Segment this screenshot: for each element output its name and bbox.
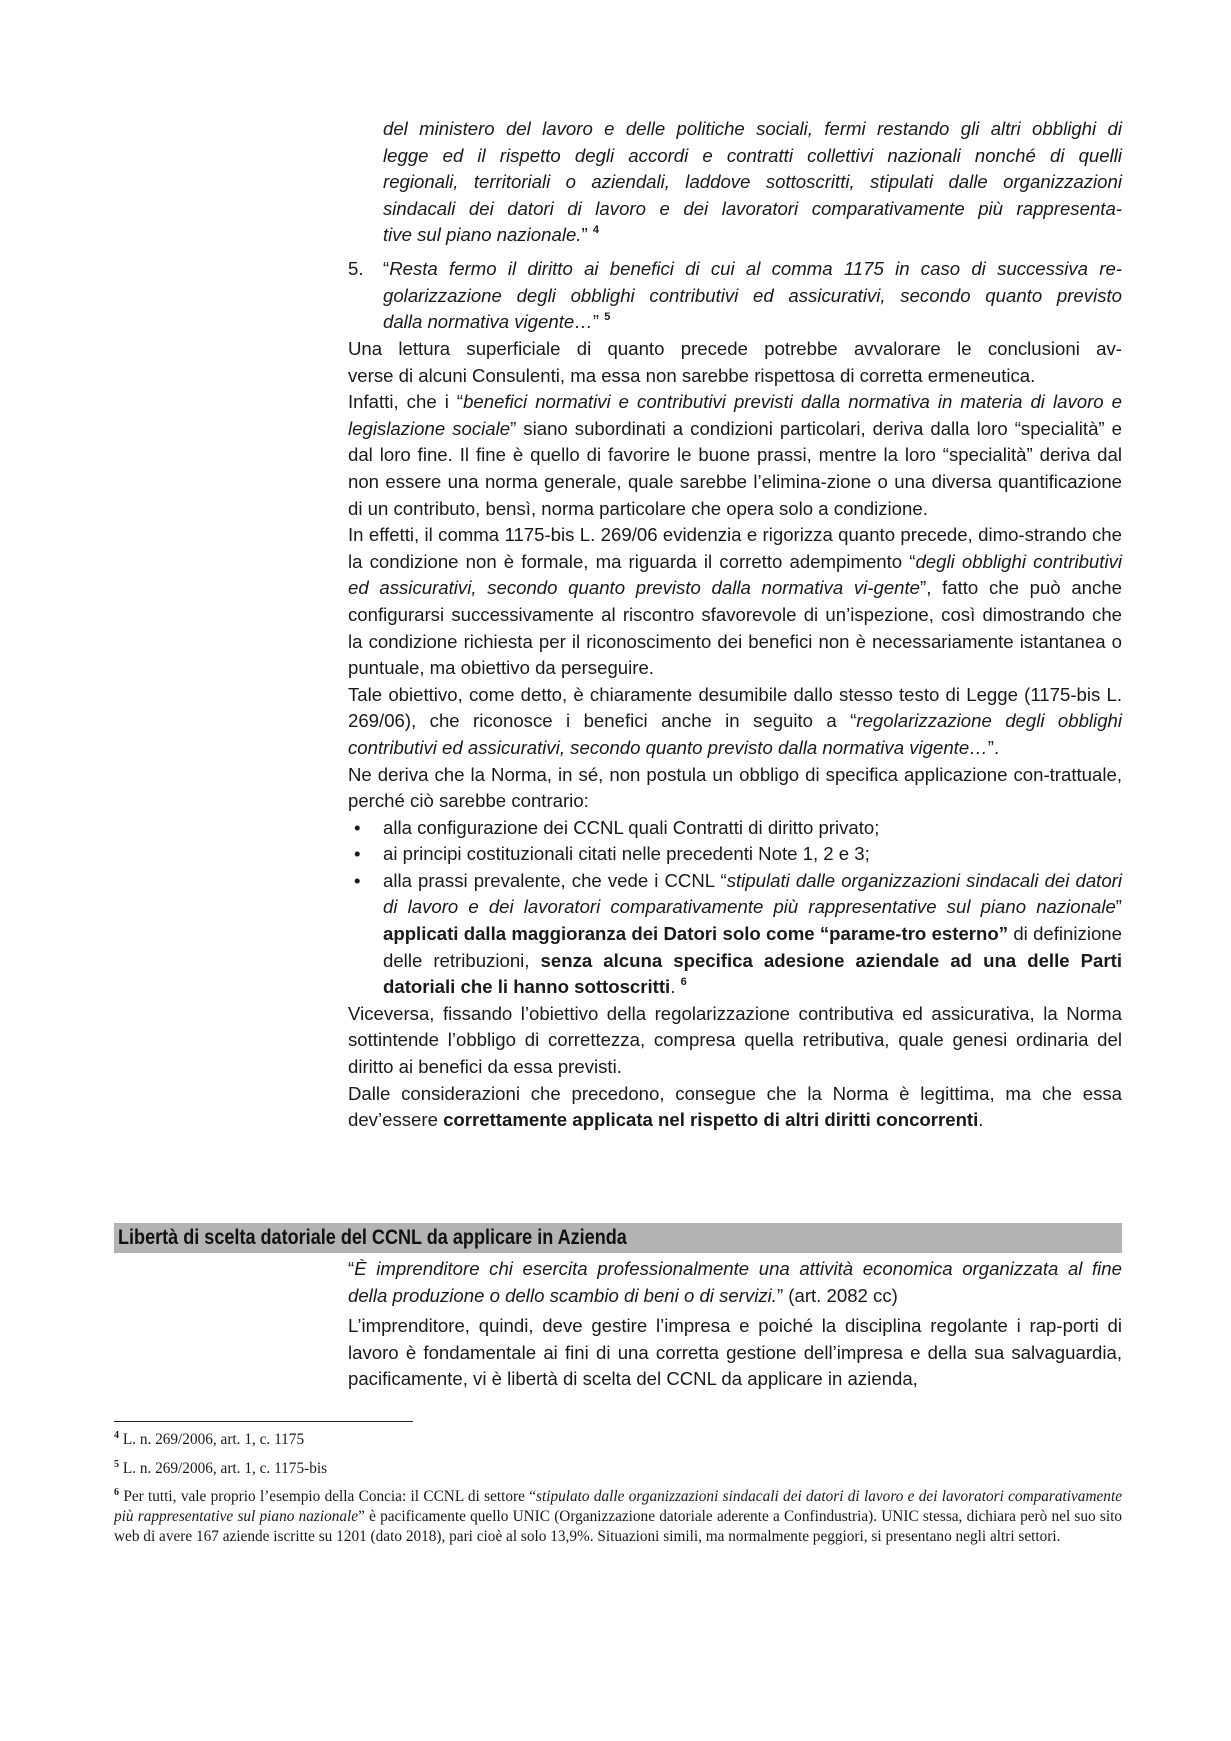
paragraph: In effetti, il comma 1175-bis L. 269/06 evidenzia e rigorizza quanto precede, dimo-strando che la condizione non è formale, ma riguarda il corretto adempimento “degli obblighi contributivi ed assicurativi, secondo quanto previsto dalla normativa vi-gente”, fatto che può anche configurarsi successivamente al riscontro sfavorevole di un’ispezione, così dimostrando che la condizione richiesta per il riconoscimento dei benefici non è necessariamente istantanea o puntuale, ma obiettivo da perseguire. [348, 524, 1122, 679]
section-body-text [348, 1256, 1122, 1393]
paragraph: “È imprenditore chi esercita professionalmente una attività economica organizzata al fine della produzione o dello scambio di beni o di servizi.” (art. 2082 cc) [348, 1258, 1122, 1306]
quote-continuation [383, 116, 1122, 249]
bullet-icon: • [354, 816, 361, 838]
footnote-ref-4[interactable]: 4 [592, 224, 599, 237]
bullet-list [348, 815, 1122, 1001]
paragraph: Viceversa, fissando l’obiettivo della regolarizzazione contributiva ed assicurativa, la Norma sottintende l’obbligo di correttezza, compresa quella retributiva, quale genesi ordinaria del diritto ai benefici da essa previsti. [348, 1002, 1122, 1078]
bullet-icon: • [354, 843, 361, 865]
quote-line: legge ed il rispetto degli accordi e contratti collettivi nazionali nonché di quelli [383, 144, 1122, 166]
paragraph: Dalle considerazioni che precedono, consegue che la Norma è legittima, ma che essa dev’essere correttamente applicata nel rispetto di altri diritti concorrenti. [348, 1082, 1122, 1131]
quote-line: tive sul piano nazionale. [383, 224, 582, 246]
footnote-5: $^5$ L. n. 269/2006, art. 1, c. 1175-bis [114, 1458, 328, 1477]
paragraph: Tale obiettivo, come detto, è chiaramente desumibile dallo stesso testo di Legge (1175-bis L. 269/06), che riconosce i benefici anche in seguito a “regolarizzazione degli obblighi contributivi ed assicurativi, secondo quanto previsto dalla normativa vigente…”. [348, 683, 1123, 758]
list-item: • alla configurazione dei CCNL quali Contratti di diritto privato; [348, 815, 1122, 842]
close-quote: ” [592, 311, 600, 333]
paragraph-line: verse di alcuni Consulenti, ma essa non sarebbe rispettosa di corretta ermeneutica. [348, 364, 1036, 386]
quote-line: Resta fermo il diritto ai benefici di cui al comma 1175 in caso di successiva re- [389, 258, 1122, 279]
open-quote: “ [383, 258, 390, 279]
item-number: 5. [348, 258, 364, 279]
paragraph-line: Una lettura superficiale di quanto precede potrebbe avvalorare le conclusioni av- [348, 338, 1122, 359]
footnote-6: $^6$ Per tutti, vale proprio l’esempio della Concia: il CCNL di settore “stipulato dalle organizzazioni sindacali dei datori di lavoro e dei lavoratori comparativamente più rappresentative sul piano nazionale” è pacificamente quello UNIC (Organizzazione datoriale aderente a Confindustria). UNIC stessa, dichiara però nel suo sito web di avere 167 aziende iscritte su 1201 (dato 2018), pari cioè al solo 13,9%. Situazioni simili, ma normalmente peggiori, si presentano negli altri settori. [114, 1487, 1122, 1545]
quote-line: sindacali dei datori di lavoro e dei lavoratori comparativamente più rappresenta- [383, 197, 1122, 219]
quote-line: golarizzazione degli obblighi contributivi ed assicurativi, secondo quanto previsto [383, 284, 1122, 306]
quote-line: dalla normativa vigente… [383, 311, 593, 333]
paragraph: Infatti, che i “benefici normativi e contributivi previsti dalla normativa in materia di lavoro e legislazione sociale” siano subordinati a condizioni particolari, deriva dalla loro “specialità” e dal loro fine. Il fine è quello di favorire le buone prassi, mentre la loro “specialità” deriva dal non essere una norma generale, quale sarebbe l’elimina-zione o una diversa quantificazione di un contributo, bensì, norma particolare che opera solo a condizione. [348, 391, 1122, 519]
quote-line: del ministero del lavoro e delle politiche sociali, fermi restando gli altri obblighi di [383, 118, 1122, 139]
list-item: • ai principi costituzionali citati nelle precedenti Note 1, 2 e 3; [348, 841, 1122, 868]
close-quote: ” [581, 224, 588, 246]
paragraph: Ne deriva che la Norma, in sé, non postula un obbligo di specifica applicazione con-trattuale, perché ciò sarebbe contrario: [348, 763, 1122, 812]
footnote-4: $^4$ L. n. 269/2006, art. 1, c. 1175 [114, 1430, 305, 1448]
paragraph: L’imprenditore, quindi, deve gestire l’impresa e poiché la disciplina regolante i rap-porti di lavoro è fondamentale ai fini di una corretta gestione dell’impresa e della sua salvaguardia, pacificamente, vi è libertà di scelta del CCNL da applicare in azienda, [348, 1315, 1122, 1390]
quote-line: regionali, territoriali o aziendali, laddove sottoscritti, stipulati dalle organizzazioni [383, 171, 1122, 193]
body-text [348, 336, 1122, 1134]
footnote-divider [114, 1421, 413, 1422]
footnotes [114, 1430, 1122, 1547]
list-item: • alla prassi prevalente, che vede i CCNL “stipulati dalle organizzazioni sindacali dei datori di lavoro e dei lavoratori comparativamente più rappresentative sul piano nazionale” applicati dalla maggioranza dei Datori solo come “parame-tro esterno” di definizione delle retribuzioni, senza alcuna specifica adesione aziendale ad una delle Parti datoriali che li hanno sottoscritti. $^6$ [354, 869, 1122, 998]
footnote-ref-6[interactable]: 6 [680, 976, 687, 989]
bullet-icon: • [354, 869, 361, 891]
section-heading: Libertà di scelta datoriale del CCNL da applicare in Azienda [118, 1226, 627, 1249]
footnote-ref-5[interactable]: 5 [604, 311, 611, 324]
